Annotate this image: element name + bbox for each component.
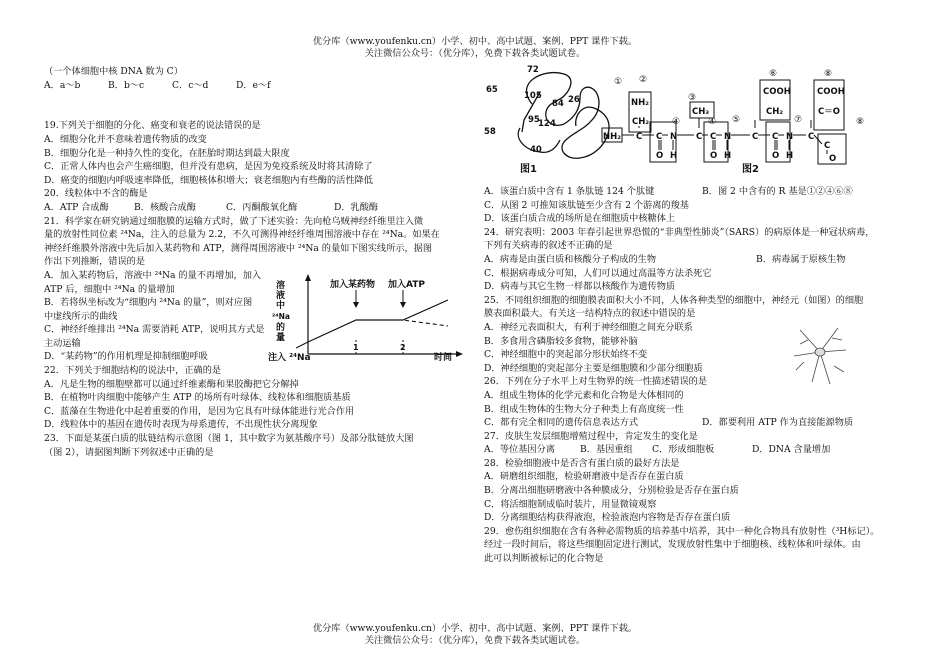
q24-line-2: 下列有关病毒的叙述不正确的是 [484,240,613,252]
fig2-c6: C [772,132,779,142]
graph-ylabel-2: 液 [276,291,286,301]
fig1-num-95: 95 [528,115,540,125]
q19-option-a: A．细胞分化并不意味着遗传物质的改变 [44,133,207,145]
graph-atp-arrowhead [400,302,406,308]
fig1-num-26: 26 [568,95,580,105]
q28-stem: 28．检验细胞液中是否含有蛋白质的最好方法是 [484,457,680,469]
fig1-num-124: 124 [538,119,556,129]
fig2-circled-7: ⑦ [794,115,803,125]
fig1-num-58: 58 [484,127,496,137]
fig1-num-84: 84 [552,99,564,109]
q24-option-a: A．病毒是由蛋白质和核酸分子构成的生物 [484,253,657,265]
sodium-graph [268,270,468,375]
q20-stem: 20．线粒体中不含的酶是 [44,188,148,200]
q27-option-d: D．DNA 含量增加 [752,444,831,456]
footer-line-1: 优分库（www.youfenku.cn）小学、初中、高中试题、案例、PPT 课件下载。 [312,623,638,634]
q24-option-c: C．根据病毒成分可知，人们可以通过高温等方法杀死它 [484,267,712,279]
q23-line-1: 23．下面是某蛋白质的肽链结构示意图（图 1，其中数字为氨基酸序号）及部分肽链放大图 [44,433,414,445]
q27-stem: 27．皮肤生发层细胞增殖过程中，肯定发生的变化是 [484,430,698,442]
neuron-sketch [790,322,850,392]
fig2-label: 图2 [742,164,759,175]
graph-ylabel-3: 中 [276,301,286,311]
q27-option-a: A．等位基因分离 [484,444,555,456]
fig2-h2: H [724,151,732,161]
fig2-circled-4b: ④ [672,117,681,127]
fig2-circled-8b: ⑧ [856,117,865,127]
q21-option-b2: 中虚线所示的曲线 [44,310,118,322]
q23-option-a: A．该蛋白质中含有 1 条肽链 124 个肽键 [484,186,655,197]
q28-option-a: A．研磨组织细胞，检验研磨液中是否存在蛋白质 [484,471,684,483]
q27-option-b: B．基因重组 [580,444,633,456]
q24-options-row1 [484,253,914,267]
q21-option-b1: B．若将纵坐标改为“细胞内 ²⁴Na 的量”，则对应图 [44,297,253,309]
protein-figure [484,62,904,180]
graph-solid-curve [308,300,448,342]
fig1-num-72: 72 [527,65,539,75]
q21-line-4: 作出下列推断，错误的是 [44,256,146,268]
fig2-nh2: NH₂ [603,132,621,142]
q25-line-1: 25．不同组织细胞的细胞膜表面积大小不同，人体各种类型的细胞中，神经元（如图）的细胞 [484,294,864,306]
fig2-cooh-b: COOH [817,87,845,97]
q22-option-c: C．蓝藻在生物进化中起着重要的作用，是因为它具有叶绿体能进行光合作用 [44,405,355,417]
fig2-n2: N [724,132,732,142]
graph-atp-label: 加入ATP [388,280,426,290]
fig2-ch2: CH₂ [632,117,650,127]
q19-option-b: B．细胞分化是一种持久性的变化，在胚胎时期达到最大限度 [44,147,290,159]
graph-dashed-curve [356,320,448,326]
q19-option-d: D．癌变的细胞内呼吸速率降低，细胞核体积增大；衰老细胞内有些酶的活性降低 [44,174,373,186]
q21-option-a1: A．加入某药物后，溶液中 ²⁴Na 的量不再增加，加入 [44,269,262,281]
q24-option-d: D．病毒与其它生物一样都以核酸作为遗传物质 [484,281,676,293]
left-column [44,65,474,459]
fig2-c3: C [696,132,703,142]
q27-options [484,443,914,457]
q28-option-c: C．将活细胞制成临时装片，用显微镜观察 [484,498,657,510]
fig2-circled-4: ④ [708,117,717,127]
graph-curve-start [296,342,308,348]
graph-x-arrow [456,351,463,357]
q21-option-a2: ATP 后，细胞中 ²⁴Na 的量增加 [44,283,175,295]
q18-options [44,79,474,93]
fig2-circled-6: ⑥ [769,69,778,79]
q29-line-1: 29．愈伤组织细胞在含有各种必需物质的培养基中培养，其中一种化合物具有放射性（³H标记）。 [484,525,880,537]
fig2-h3: H [786,151,794,161]
q19-option-c: C．正常人体内也会产生癌细胞，但并没有患病，是因为免疫系统及时将其清除了 [44,161,373,173]
fig1-label: 图1 [520,164,537,175]
q26-stem: 26．下列在分子水平上对生物界的统一性描述错误的是 [484,376,708,388]
q23-option-d: D．该蛋白质合成的场所是在细胞质中核糖体上 [484,213,676,225]
fig2-o3: O [772,151,780,161]
fig1-num-65: 65 [486,85,498,95]
q22-option-a: A．凡是生物的细胞壁都可以通过纤维素酶和果胶酶把它分解掉 [44,378,299,390]
graph-ylabel-6: 量 [276,333,286,343]
q21-line-1: 21．科学家在研究钠通过细胞膜的运输方式时，做了下述实验：先向枪乌贼神经纤维里注入微 [44,215,424,227]
q26-option-d: D．都要利用 ATP 作为直接能源物质 [702,417,854,429]
fig2-c2: C [656,132,663,142]
page-header [0,36,950,60]
q28-option-d: D．分离细胞结构获得液泡，检验液泡内容物是否存在蛋白质 [484,512,731,524]
header-line-2: 关注微信公众号：（优分库），免费下载各类试题试卷。 [364,48,586,59]
q21-option-c2: 主动运输 [44,337,81,349]
fig2-c5: C [752,132,759,142]
q21-option-c1: C．神经纤维排出 ²⁴Na 需要消耗 ATP，说明其方式是 [44,324,265,336]
header-line-1: 优分库（www.youfenku.cn）小学、初中、高中试题、案例、PPT 课件下载。 [312,36,638,47]
fig2-nh2-side: NH₂ [631,98,649,108]
q25-line-2: 膜表面积最大。有关这一结构特点的叙述中错误的是 [484,308,696,320]
graph-drug-label: 加入某药物 [330,280,376,290]
fig2-c8: C [824,141,831,151]
graph-tick-2: 2 [400,343,406,352]
fig2-c7: C [808,132,815,142]
q21-line-2: 量的放射性同位素 ²⁴Na，注入的总量为 2.2，不久可测得神经纤维周围溶液中存在 ²⁴Na。如果在 [44,229,440,241]
q18-option-b: B．b～c [108,79,145,91]
q29-line-3: 此可以判断被标记的化合物是 [484,553,604,565]
q25-option-a: A．神经元表面积大，有利于神经细胞之间充分联系 [484,321,693,333]
page-footer [0,623,950,647]
q23-option-b: B．图 2 中含有的 R 基是①②④⑥⑧ [702,186,853,197]
q24-option-b: B．病毒属于原核生物 [756,253,846,265]
graph-tick-1: 1 [353,343,359,352]
graph-inject-label: 注入 ²⁴Na [268,353,311,363]
fig2-circled-1: ① [614,77,623,87]
q24-line-1: 24．研究表明：2003 年春引起世界恐慌的“非典型性肺炎”（SARS）的病原体是一种冠状病毒， [484,226,875,238]
q18-option-a: A．a～b [44,79,81,91]
fig2-ch2b: CH₂ [766,107,784,117]
graph-ylabel-5: 的 [276,323,286,333]
fig2-c-eq-o: C＝O [818,107,840,117]
fig2-circled-3: ③ [688,93,697,103]
fig2-circled-8: ⑧ [824,69,833,79]
q25-option-b: B．多食用含磷脂较多食物，能够补脑 [484,335,638,347]
fig2-c1: C [636,132,643,142]
graph-ylabel-1: 溶 [276,281,286,291]
fig2-h1: H [670,151,678,161]
q26-option-a: A．组成生物体的化学元素和化合物是大体相同的 [484,389,684,401]
q18-option-c: C．c～d [172,79,209,91]
q25-option-c: C．神经细胞中的突起部分形状始终不变 [484,349,648,361]
fig1-num-40: 40 [530,145,542,155]
q22-stem: 22．下列关于细胞结构的说法中，正确的是 [44,365,222,377]
fig2-o2: O [710,151,718,161]
fig2-o1: O [656,151,664,161]
q27-option-c: C．形成细胞板 [652,444,715,456]
q21-option-d: D．“某药物”的作用机理是抑制细胞呼吸 [44,351,208,363]
graph-ylabel-4: ²⁴Na [272,312,290,321]
q28-option-b: B．分离出细胞研磨液中各种膜成分，分别检验是否存在蛋白质 [484,485,739,497]
footer-line-2: 关注微信公众号：（优分库），免费下载各类试题试卷。 [364,635,586,646]
q22-option-b: B．在植物叶肉细胞中能够产生 ATP 的场所有叶绿体、线粒体和细胞质基质 [44,392,351,404]
q23-line-2: （图 2），请据图判断下列叙述中正确的是 [44,446,214,458]
q19-stem: 19.下列关于细胞的分化、癌变和衰老的说法错误的是 [44,120,261,132]
fig2-n3: N [786,132,794,142]
fig2-circled-5: ⑤ [732,115,741,125]
q22-option-d: D．线粒体中的基因在遗传时表现为母系遗传，不出现性状分离现象 [44,419,318,431]
fig2-ch3: CH₃ [692,107,710,117]
fig2-o4: O [829,154,837,164]
fig2-circled-2: ② [639,75,648,85]
q20-option-b: B．核酸合成酶 [134,201,196,213]
fig2-cooh: COOH [763,87,791,97]
graph-y-arrow [305,274,311,281]
fig2-c4: C [710,132,717,142]
q20-option-d: D．乳酸酶 [334,201,379,213]
q23-option-c: C．从图 2 可推知该肽链至少含有 2 个游离的羧基 [484,199,689,211]
q21-line-3: 神经纤维膜外溶液中先后加入某药物和 ATP，测得周围溶液中 ²⁴Na 的量如下图实线所示，据图 [44,242,433,254]
fig1-num-105: 105 [524,91,542,101]
q26-options-row3 [484,416,914,430]
q20-options [44,201,474,215]
q23-options-row1 [484,185,914,199]
q18-tail: （一个体细胞中核 DNA 数为 C） [44,66,183,77]
graph-drug-arrowhead [353,302,359,308]
q26-option-b: B．组成生物体的生物大分子种类上有高度统一性 [484,403,684,415]
q18-option-d: D．e～f [236,79,271,91]
q20-option-a: A．ATP 合成酶 [44,201,109,213]
q20-option-c: C．丙酮酸氧化酶 [226,201,298,213]
fig2-n1: N [670,132,678,142]
graph-xlabel: 时间 [434,353,453,363]
q29-line-2: 经过一段时间后，将这些细胞固定进行测试，发现放射性集中于细胞核、线粒体和叶绿体。由 [484,539,861,551]
q26-option-c: C．都有完全相同的遗传信息表达方式 [484,417,639,429]
q25-option-d: D．神经细胞的突起部分主要是细胞膜和少部分细胞质 [484,362,703,374]
